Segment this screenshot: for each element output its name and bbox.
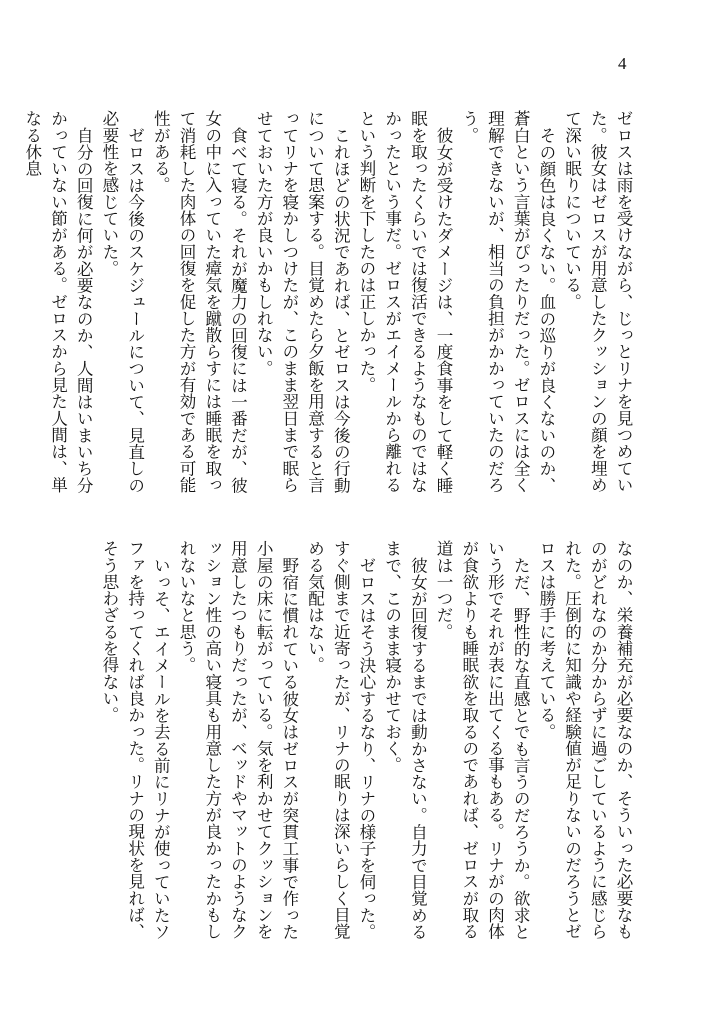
paragraph: 野宿に慣れている彼女はゼロスが突貫工事で作った小屋の床に転がっている。気を利かせてクッションを用意したつもりだったが、ベッドやマットのようなクッション性の高い寝具も用意した方が良かったかもしれないなと思う。 [177, 540, 299, 940]
paragraph: ゼロスは雨を受けながら、じっとリナを見つめていた。彼女はゼロスが用意したクッションの顔を埋めて深い眠りについている。 [562, 110, 633, 493]
upper-text-block [19, 110, 636, 506]
paragraph: 食べて寝る。それが魔力の回復には一番だが、彼女の中に入っていた瘴気を蹴散らすには睡眠を取って消耗した肉体の回復を促した方が有効である可能性がある。 [151, 110, 248, 493]
paragraph: ゼロスは今後のスケジュールについて、見直しの必要性を感じていた。 [99, 110, 145, 493]
page-number: 4 [618, 54, 627, 73]
paragraph: なのか、栄養補充が必要なのか、そういった必要なものがどれなのか分からずに過ごしているように感じられた。圧倒的に知識や経験値が足りないのだろうとゼロスは勝手に考えている。 [536, 540, 633, 940]
lower-text-block [96, 540, 636, 942]
paragraph: 自分の回復に何が必要なのか、人間はいまいち分かっていない節がある。ゼロスから見た人間は、単なる休息 [22, 110, 94, 493]
paragraph: その顔色は良くない。血の巡りが良くないのか、蒼白という言葉がぴったりだった。ゼロスには全く理解できないが、相当の負担がかかっていたのだろう。 [459, 110, 556, 493]
paragraph: 彼女が回復するまでは動かさない。自力で目覚めるまで、このまま寝かせておく。 [382, 540, 428, 940]
paragraph: これほどの状況であれば、とゼロスは今後の行動について思案する。目覚めたら夕飯を用意すると言ってリナを寝かしつけたが、このまま翌日まで眠らせておいた方が良いかもしれない。 [254, 110, 351, 493]
paragraph: ゼロスはそう決心するなり、リナの様子を伺った。すぐ側まで近寄ったが、リナの眠りは深いらしく目覚める気配はない。 [305, 540, 376, 940]
paragraph: いっそ、エイメールを去る前にリナが使っていたソファを持ってくれば良かった。リナの現状を見れば、そう思わざるを得ない。 [99, 540, 171, 940]
paragraph: ただ、野性的な直感とでも言うのだろうか。欲求という形でそれが表に出てくる事もある。リナがの肉体が食欲よりも睡眠欲を取るのであれば、ゼロスが取る道は一つだ。 [434, 540, 531, 940]
paragraph: 彼女が受けたダメージは、一度食事をして軽く睡眠を取ったくらいでは復活できるようなものではなかったという事だ。ゼロスがエイメールから離れるという判断を下したのは正しかった。 [356, 110, 454, 493]
